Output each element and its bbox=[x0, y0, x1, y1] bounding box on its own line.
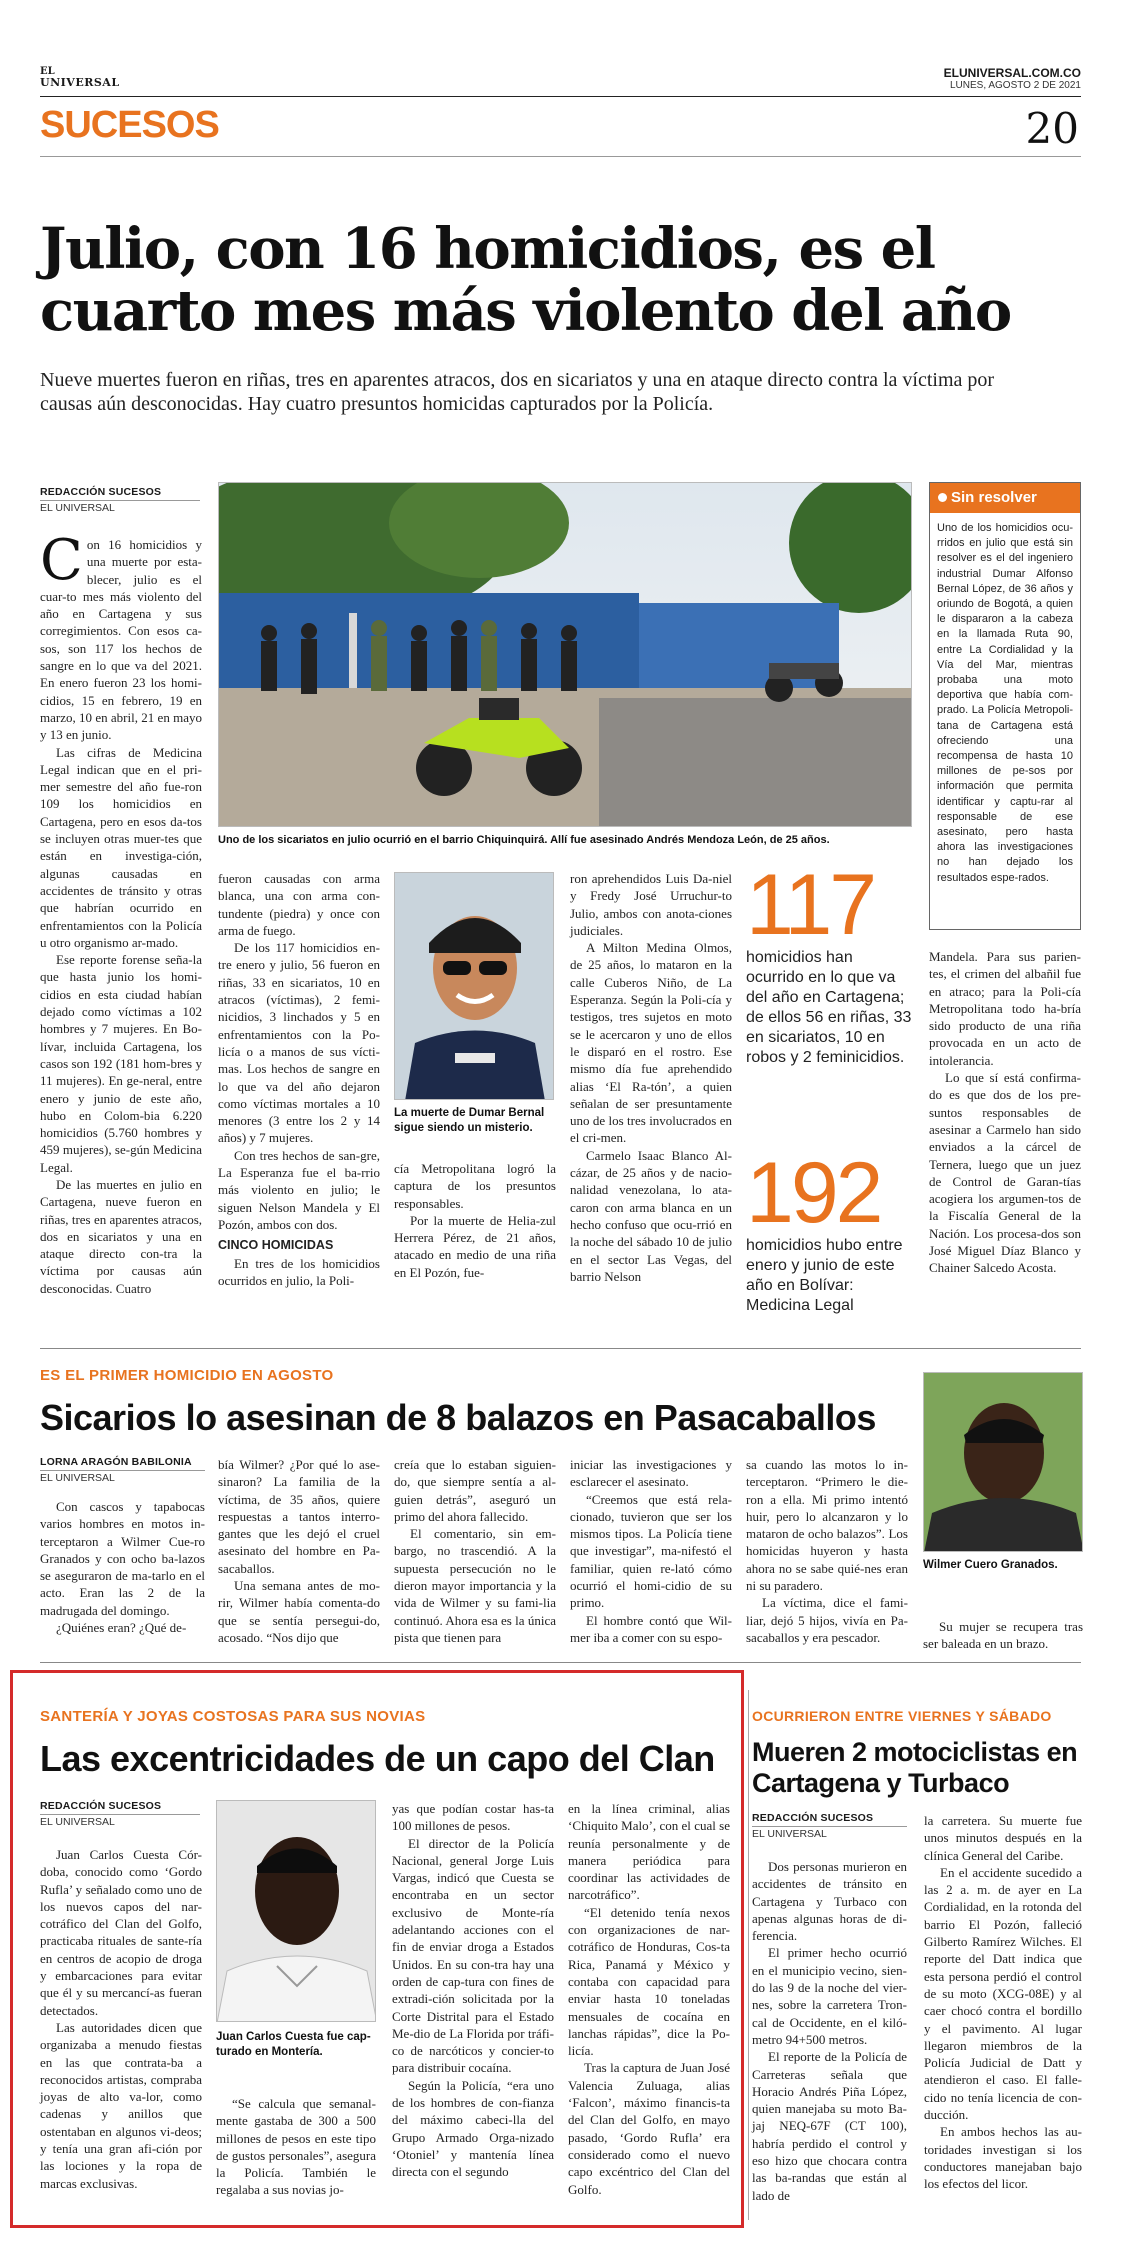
story4-left-rule bbox=[748, 1690, 749, 2220]
story2-column-2: bía Wilmer? ¿Por qué lo ase-sinaron? La familia de la víctima, de 35 años, quiere respuestas a tantos interro-gantes que les dejó el cruel asesinato del hombre en Pa-sacaballos. Una semana antes de mo-rir, Wilmer había comenta-do que se sentía persegui-do, acosado. “Nos dijo que bbox=[218, 1457, 380, 1645]
lead-byline: REDACCIÓN SUCESOS EL UNIVERSAL bbox=[40, 486, 200, 515]
lead-column-3: cía Metropolitana logró la captura de los presuntos responsables. Por la muerte de Helia-zul Herrera Pérez, de 21 años, atacado en medio de una riña en El Pozón, fue- bbox=[394, 1161, 556, 1280]
sidebar-box bbox=[929, 482, 1081, 930]
section-rule bbox=[40, 156, 1081, 157]
masthead-logo: EL UNIVERSAL bbox=[40, 66, 120, 89]
story2-column-5: sa cuando las motos lo in-terceptaron. “Primero le die-ron a ella. Mi primo intentó huir, pero lo alcanzaron y lo mataron de ocho balazos”. Los homicidas huyeron y hasta ahora no se sabe quié-nes eran ni su paradero. La víctima, dice el fami-liar, dejó 5 hijos, vivía en Pa-sacaballos y era pescador. bbox=[746, 1457, 908, 1645]
story2-column-6: Su mujer se recupera tras ser baleada en un brazo. bbox=[923, 1619, 1083, 1652]
lead-column-4: ron aprehendidos Luis Da-niel y Fredy José Urruchur-to Julio, ambos con anota-ciones judiciales. A Milton Medina Olmos, de 25 años, lo mataron en la calle Cuberos Niño, de La Esperanza. Según la Poli-cía y testigos, tres sujetos en moto se le acercaron y uno de ellos le disparó en el rostro. Ese mismo día fue aprehendido alias ‘El Ra-tón’, a quien señalan de ser presuntamente uno de los tres involucrados en el cri-men. Carmelo Isaac Blanco Al-cázar, de 25 años y de nacio-nalidad venezolana, lo ata-caron con arma blanca en un hecho confuso que ocu-rrió en la noche del sábado 10 de julio en el sector Las Vegas, del barrio Nelson bbox=[570, 871, 732, 1284]
stat-192-number: 192 bbox=[746, 1145, 881, 1241]
site-url: ELUNIVERSAL.COM.CO bbox=[943, 66, 1081, 80]
story2-headline: Sicarios lo asesinan de 8 balazos en Pasacaballos bbox=[40, 1397, 876, 1438]
lead-headline: Julio, con 16 homicidios, es el cuarto mes más violento del año bbox=[40, 216, 1011, 344]
story4-byline: REDACCIÓN SUCESOS EL UNIVERSAL bbox=[752, 1812, 907, 1841]
stat-117-number: 117 bbox=[746, 857, 875, 953]
story2-kicker: ES EL PRIMER HOMICIDIO EN AGOSTO bbox=[40, 1367, 334, 1384]
header-rule bbox=[40, 96, 1081, 97]
lead-column-6: Mandela. Para sus parien-tes, el crimen del albañil fue en atraco; para la Poli-cía Metropolitana todo ha-bría sido producto de una riña provocada en un acto de intolerancia. Lo que sí está confirma-do es que dos de los pre-suntos responsables de asesinar a Carmelo han sido enviados a la cárcel de Ternera, luego que un juez de Control de Garan-tías acogiera los argumen-tos de la Fiscalía General de la Nación. Los procesa-dos son José Miguel Díaz Blanco y Chainer Salcedo Acosta. bbox=[929, 949, 1081, 1276]
lead-photo bbox=[218, 482, 912, 827]
story-divider-2 bbox=[40, 1662, 1081, 1663]
story2-column-3: creía que lo estaban siguien-do, que siempre sentía a al-guien detrás”, aseguró un primo del ahora fallecido. El comentario, sin em-bargo, no trascendió. A la supuesta persecución no le dieron mayor importancia y la vida de Wilmer y su fami-lia continuó. Ahora esa es la única pista que tienen para bbox=[394, 1457, 556, 1645]
story-divider-1 bbox=[40, 1348, 1081, 1349]
subhead: CINCO HOMICIDAS bbox=[218, 1238, 334, 1253]
bullet-icon bbox=[938, 493, 947, 502]
story3-column-2: “Se calcula que semanal-mente gastaba de 300 a 500 millones de pesos en este tipo de gustos personales”, asegura la Policía. También le regalaba a sus novias jo- bbox=[216, 2096, 376, 2198]
story3-column-4: en la línea criminal, alias ‘Chiquito Malo’, con el cual se reunía personalmente y de manera periódica para coordinar las actividades de narcotráfico”. “El detenido tenía nexos con organizaciones de nar-cotráfico de Honduras, Cos-ta Rica, Panamá y México y contaba con capacidad para enviar hasta 10 toneladas mensuales de cocaína en lanchas rápidas”, dice la Po-licía. Tras la captura de Juan José Valencia Zuluaga, alias ‘Falcon’, máximo financis-ta del Clan del Golfo, en mayo pasado, ‘Gordo Rufla’ era considerado como el nuevo capo excéntrico del Clan del Golfo. bbox=[568, 1801, 730, 2197]
section-title: SUCESOS bbox=[40, 104, 219, 146]
man-portrait-image bbox=[924, 1373, 1083, 1552]
story3-column-3: yas que podían costar has-ta 100 millones de pesos. El director de la Policía Nacional, general Jorge Luis Vargas, indicó que Cuesta se encontraba en un sector exclusivo de Monte-ría adelantando acciones con el fin de enviar droga a Estados Unidos. En su con-tra hay una orden de cap-tura con fines de extradi-ción solicitada por la Corte Distrital para el Estado Me-dio de La Florida por tráfi-co de narcóticos y concier-to para distribuir cocaína. Según la Policía, “era uno de los hombres de con-fianza del máximo cabeci-lla del Grupo Armado Orga-nizado ‘Otoniel’ y mantenía línea directa con el segundo bbox=[392, 1801, 554, 2180]
story4-kicker: OCURRIERON ENTRE VIERNES Y SÁBADO bbox=[752, 1708, 1052, 1724]
cuesta-caption: Juan Carlos Cuesta fue cap-turado en Montería. bbox=[216, 2031, 371, 2058]
stat-117-text: homicidios han ocurrido en lo que va del año en Cartagena; de ellos 56 en riñas, 33 en sicariatos, 10 en robos y 2 feminicidios. bbox=[746, 949, 912, 1066]
issue-date: LUNES, AGOSTO 2 DE 2021 bbox=[950, 80, 1081, 91]
story4-headline: Mueren 2 motociclistas en Cartagena y Turbaco bbox=[752, 1737, 1078, 1798]
story3-byline: REDACCIÓN SUCESOS EL UNIVERSAL bbox=[40, 1800, 200, 1829]
story2-column-4: iniciar las investigaciones y esclarecer el asesinato. “Creemos que está rela-cionado, tuvieron que ser los mismos tipos. La Policía tiene que investigar”, ma-nifestó el familiar, quien re-lató cómo ocurrió el homi-cidio de su primo. El hombre contó que Wil-mer iba a comer con su espo- bbox=[570, 1457, 732, 1645]
story4-column-2: la carretera. Su muerte fue unos minutos después en la clínica General del Caribe. En el accidente sucedido a las 2 a. m. de ayer en La Cordialidad, en la rotonda del barrio El Pozón, falleció Gilberto Ramírez Wilches. El reporte del Datt indica que esta persona perdió el control de su moto (XCG-08E) y al caer chocó contra el bordillo y el pavimento. Al lugar llegaron miembros de la Policía Judicial de Datt y atendieron el caso. El falle-cido no tenía licencia de con-ducción. En ambos hechos las au-toridades investigan si los conductores manejaban bajo los efectos del licor. bbox=[924, 1813, 1082, 2192]
stat-192-text: homicidios hubo entre enero y junio de este año en Bolívar: Medicina Legal bbox=[746, 1237, 903, 1314]
page-number: 20 bbox=[1025, 104, 1079, 153]
wilmer-caption: Wilmer Cuero Granados. bbox=[923, 1559, 1058, 1571]
story4-column-1: Dos personas murieron en accidentes de tránsito en Cartagena y Turbaco con apenas algunas horas de di-ferencia. El primer hecho ocurrió en el municipio vecino, sien-do las 9 de la noche del vier-nes, sobre la carretera Tron-cal de Occidente, en el kiló-metro 94+500 metros. El reporte de la Policía de Carreteras señala que Horacio Andrés Piña López, quien manejaba su moto Ba-jaj NEQ-67F (CT 100), habría perdido el control y eso hizo que chocara contra las ba-randas que están al lado de bbox=[752, 1859, 907, 2203]
sidebar-header: Sin resolver bbox=[930, 483, 1080, 513]
story3-column-1: Juan Carlos Cuesta Cór-doba, conocido como ‘Gordo Rufla’ y señalado como uno de los nuevos capos del nar-cotráfico del Clan del Golfo, practicaba rituales de sante-ría en centros de acopio de droga y embarcaciones para evitar que él y su mercancí-as fueran detectados. Las autoridades dicen que organizaba a menudo fiestas en las que contrata-ba a reconocidos artistas, compraba joyas de alto va-lor, como cadenas y anillos que ostentaban en algunos vi-deos; y tenía una gran afi-ción por las lociones y la ropa de marcas exclusivas. bbox=[40, 1847, 202, 2191]
dumar-portrait bbox=[394, 872, 554, 1100]
story3-headline: Las excentricidades de un capo del Clan bbox=[40, 1738, 715, 1779]
story3-kicker: SANTERÍA Y JOYAS COSTOSAS PARA SUS NOVIAS bbox=[40, 1708, 426, 1725]
story2-column-1: Con cascos y tapabocas varios hombres en motos in-terceptaron a Wilmer Cue-ro Granados y con ocho ba-lazos se aseguraron de ma-tarlo en el acto. Eran las 2 de la madrugada del domingo. ¿Quiénes eran? ¿Qué de- bbox=[40, 1499, 205, 1636]
man-with-sunglasses-image bbox=[395, 873, 554, 1100]
lead-column-1: Con 16 homicidios y una muerte por esta-blecer, julio es el cuar-to mes más violento del año en Cartagena y sus corregimientos. Con esos ca-sos, son 117 los hechos de sangre en lo que va del 2021. En enero fueron 23 los homi-cidios, 15 en febrero, 19 en marzo, 10 en abril, 21 en mayo y 13 en junio. Las cifras de Medicina Legal indican que en el pri-mer semestre del año fue-ron 109 los homicidios en Cartagena, pero en esos da-tos se incluyen otras muer-tes que están en investiga-ción, algunas causadas en accidentes de tránsito y otras que habrían ocurrido en enfrentamientos con la Policía u otro organismo ar-mado. Ese reporte forense seña-la que hasta junio los homi-cidios en esta ciudad habían dejado como víctimas a 102 hombres y 7 mujeres. En Bo-lívar, incluida Cartagena, los casos son 192 (181 hom-bres y 11 mujeres). En ge-neral, entre enero y junio de este año, hubo en Colom-bia 6.220 homicidios (5.760 hombres y 459 mujeres), se-gún Medicina Legal. De las muertes en julio en Cartagena, nueve fueron en riñas, tres en aparentes atracos, dos en sicariatos y una en ataque directo con-tra la víctima por causas aún desconocidas. Cuatro bbox=[40, 528, 202, 1296]
street-scene-image bbox=[219, 483, 912, 827]
wilmer-photo bbox=[923, 1372, 1083, 1552]
portrait-caption: La muerte de Dumar Bernal sigue siendo un misterio. bbox=[394, 1107, 545, 1134]
drop-cap: C bbox=[40, 528, 83, 593]
lead-deck: Nueve muertes fueron en riñas, tres en aparentes atracos, dos en sicariatos y una en ataque directo contra la víctima por causas aún desconocidas. Hay cuatro presuntos homicidas capturados por la Policía. bbox=[40, 369, 995, 415]
lead-photo-caption: Uno de los sicariatos en julio ocurrió en el barrio Chiquinquirá. Allí fue asesinado Andrés Mendoza León, de 25 años. bbox=[218, 834, 830, 846]
lead-column-2: fueron causadas con arma blanca, una con arma con-tundente (piedra) y once con arma de fuego. De los 117 homicidios en-tre enero y julio, 56 fueron en riñas, 33 en sicariatos, 10 en atracos (víctimas), 2 femi-nicidios, 3 linchados y 5 en enfrentamientos con la Po-licía o a manos de sus vícti-mas. Los hechos de sangre en lo que va del año dejaron como víctimas mortales a 10 menores (3 entre los 2 y 14 años) y 7 mujeres. Con tres hechos de san-gre, La Esperanza fue el ba-rrio más violento en julio; le siguen Nelson Mandela y El Pozón, ambos con dos. CINCO HOMICIDAS En tres de los homicidios ocurridos en julio, la Poli- bbox=[218, 871, 380, 1288]
story2-byline: LORNA ARAGÓN BABILONIA EL UNIVERSAL bbox=[40, 1456, 205, 1485]
sidebar-text: Uno de los homicidios ocu-rridos en julio que está sin resolver es el del ingeniero industrial Dumar Alfonso Bernal López, de 36 años y oriundo de Bogotá, a quien le dispararon a la cabeza en la llamada Ruta 90, entre La Cordialidad y la Vía del Mar, mientras probaba una moto deportiva que había com-prado. La Policía Metropoli-tana de Cartagena está ofreciendo una recompensa de hasta 10 millones de pe-sos por información que permita identificar y captu-rar al responsable de ese asesinato, pero hasta ahora las investigaciones no han dejado los resultados espe-rados. bbox=[937, 522, 1073, 884]
cuesta-photo bbox=[216, 1800, 376, 2022]
mugshot-image bbox=[217, 1801, 376, 2022]
